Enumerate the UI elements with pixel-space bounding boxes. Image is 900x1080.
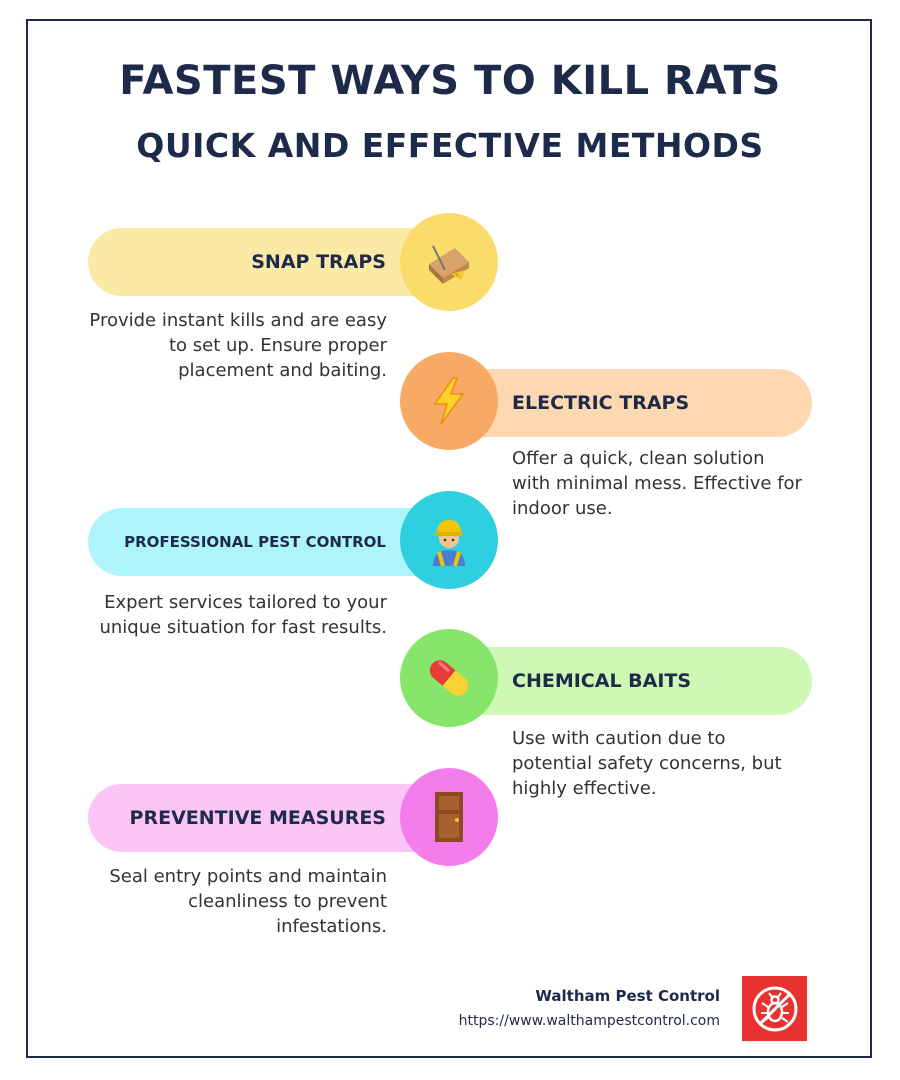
page-subtitle: QUICK AND EFFECTIVE METHODS	[136, 126, 764, 165]
method-label: PROFESSIONAL PEST CONTROL	[124, 533, 386, 551]
method-label: PREVENTIVE MEASURES	[129, 807, 386, 829]
method-description: Use with caution due to potential safety concerns, but highly effective.	[512, 728, 782, 799]
page-title: FASTEST WAYS TO KILL RATS	[119, 58, 781, 104]
pill-icon	[400, 629, 498, 727]
method-description: Provide instant kills and are easy to set up. Ensure proper placement and baiting.	[89, 310, 387, 381]
method-label: SNAP TRAPS	[251, 251, 386, 273]
method-description: Expert services tailored to your unique situation for fast results.	[99, 592, 387, 638]
lightning-icon	[400, 352, 498, 450]
no-pest-logo-icon	[742, 976, 807, 1041]
method-pill-chemical-baits	[450, 647, 812, 715]
brand-name: Waltham Pest Control	[535, 987, 720, 1005]
mousetrap-icon	[400, 213, 498, 311]
brand-url[interactable]: https://www.walthampestcontrol.com	[458, 1013, 720, 1029]
method-description: Seal entry points and maintain cleanliness to prevent infestations.	[109, 866, 387, 937]
door-icon	[400, 768, 498, 866]
method-pill-snap-traps	[88, 228, 448, 296]
method-label: CHEMICAL BAITS	[512, 670, 692, 692]
method-description: Offer a quick, clean solution with minimal mess. Effective for indoor use.	[512, 448, 802, 519]
method-pill-preventive-measures	[88, 784, 448, 852]
method-label: ELECTRIC TRAPS	[512, 392, 690, 414]
method-pill-electric-traps	[450, 369, 812, 437]
worker-icon	[400, 491, 498, 589]
method-pill-professional-pest-control	[88, 508, 448, 576]
